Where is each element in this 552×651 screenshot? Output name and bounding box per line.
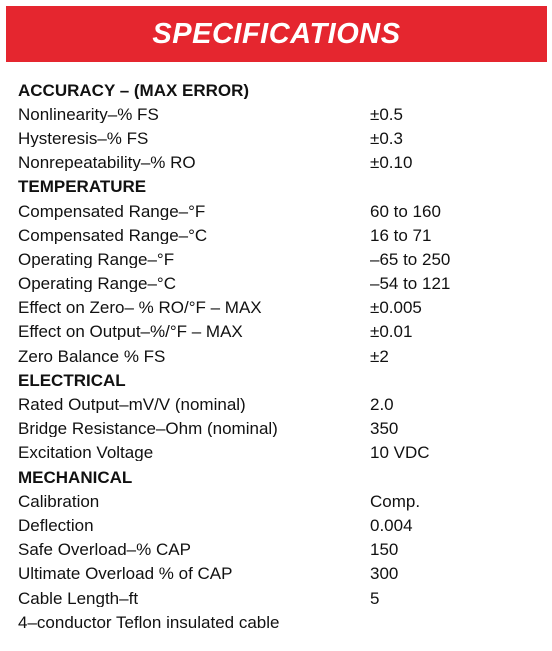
spec-label: Effect on Output–%/°F – MAX [18, 323, 243, 341]
spec-row-safe-overload [18, 538, 538, 562]
section-heading-temperature [18, 175, 538, 199]
spec-label: Ultimate Overload % of CAP [18, 565, 233, 583]
section-heading-accuracy [18, 78, 538, 102]
spec-label: Bridge Resistance–Ohm (nominal) [18, 420, 278, 438]
spec-value: Comp. [370, 491, 421, 511]
spec-row-zero-balance [18, 344, 538, 368]
spec-value: 60 to 160 [370, 201, 441, 221]
section-heading-mechanical [18, 465, 538, 489]
spec-value: –65 to 250 [370, 249, 451, 269]
spec-value: –54 to 121 [370, 274, 451, 294]
spec-row-calibration [18, 489, 538, 513]
spec-row-hysteresis [18, 126, 538, 150]
spec-value: ±2 [370, 346, 389, 366]
spec-label: Operating Range–°F [18, 250, 175, 268]
spec-label: Safe Overload–% CAP [18, 541, 191, 559]
spec-value: 5 [370, 588, 380, 608]
spec-value: 2.0 [370, 395, 394, 415]
spec-label: Deflection [18, 516, 94, 534]
spec-row-cable-length [18, 586, 538, 610]
spec-value: 0.004 [370, 515, 413, 535]
spec-label: Nonrepeatability–% RO [18, 154, 196, 172]
spec-label: Calibration [18, 492, 100, 510]
spec-table [18, 78, 538, 634]
spec-value: ±0.10 [370, 153, 413, 173]
spec-value: ±0.01 [370, 322, 413, 342]
spec-row-compensated-range-f [18, 199, 538, 223]
spec-label: ACCURACY – (MAX ERROR) [18, 81, 250, 99]
spec-value: 300 [370, 564, 399, 584]
section-heading-electrical [18, 368, 538, 392]
spec-label: 4–conductor Teflon insulated cable [18, 613, 280, 631]
spec-label: MECHANICAL [18, 468, 133, 486]
spec-row-deflection [18, 513, 538, 537]
spec-row-operating-range-c [18, 272, 538, 296]
spec-row-excitation-voltage [18, 441, 538, 465]
spec-value: ±0.3 [370, 128, 403, 148]
spec-label: Hysteresis–% FS [18, 129, 149, 147]
spec-row-nonrepeatability [18, 151, 538, 175]
spec-label: Compensated Range–°F [18, 202, 206, 220]
spec-label: Excitation Voltage [18, 444, 154, 462]
spec-value: 16 to 71 [370, 225, 432, 245]
spec-value: 150 [370, 540, 399, 560]
spec-row-effect-on-zero [18, 296, 538, 320]
spec-label: ELECTRICAL [18, 371, 126, 389]
spec-row-cable-note [18, 610, 538, 634]
spec-value: ±0.005 [370, 298, 422, 318]
spec-label: Nonlinearity–% FS [18, 105, 159, 123]
spec-label: Cable Length–ft [18, 589, 139, 607]
spec-row-rated-output [18, 392, 538, 416]
spec-row-operating-range-f [18, 247, 538, 271]
spec-value: 10 VDC [370, 443, 430, 463]
spec-row-effect-on-output [18, 320, 538, 344]
spec-label: Rated Output–mV/V (nominal) [18, 396, 246, 414]
spec-label: TEMPERATURE [18, 178, 147, 196]
spec-value: 350 [370, 419, 399, 439]
spec-row-nonlinearity [18, 102, 538, 126]
specifications-banner [6, 6, 547, 62]
spec-label: Operating Range–°C [18, 275, 177, 293]
spec-value: ±0.5 [370, 104, 403, 124]
spec-label: Effect on Zero– % RO/°F – MAX [18, 299, 262, 317]
page-title: SPECIFICATIONS [152, 17, 401, 50]
spec-label: Compensated Range–°C [18, 226, 208, 244]
spec-label: Zero Balance % FS [18, 347, 166, 365]
spec-row-bridge-resistance [18, 417, 538, 441]
spec-row-ultimate-overload [18, 562, 538, 586]
spec-row-compensated-range-c [18, 223, 538, 247]
